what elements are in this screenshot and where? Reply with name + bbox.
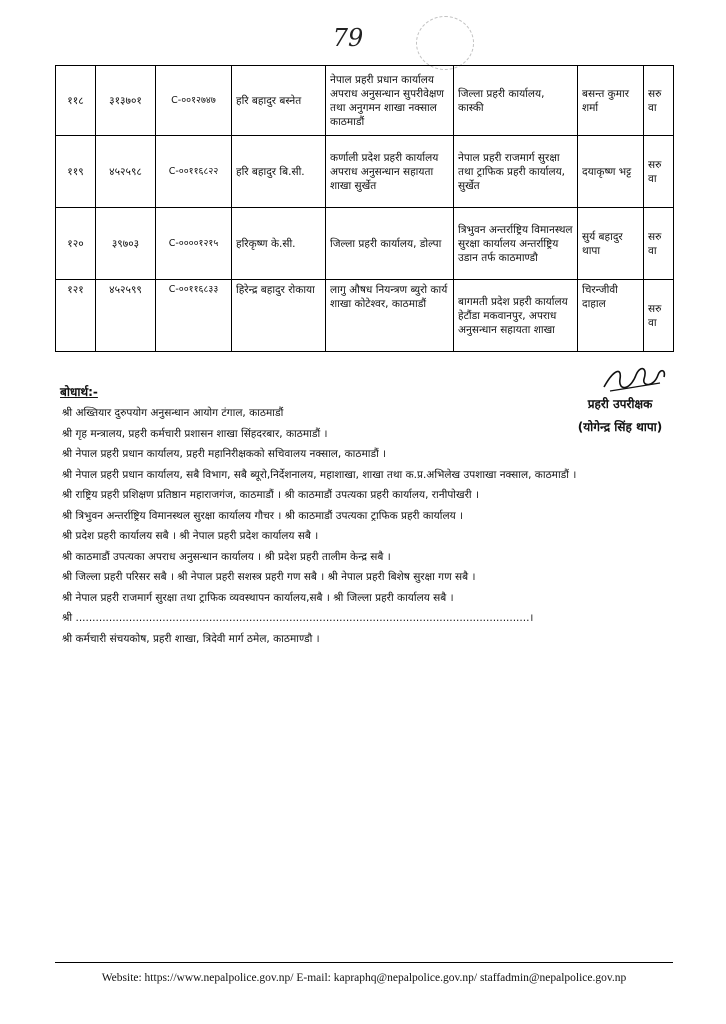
remark-cell: सरुवा: [644, 66, 674, 136]
to-office-cell: नेपाल प्रहरी राजमार्ग सुरक्षा तथा ट्राफिक प्रहरी कार्यालय, सुर्खेत: [454, 136, 578, 208]
employee-id-cell: ३९७०३: [96, 208, 156, 280]
decided-by-cell: सुर्य बहादुर थापा: [578, 208, 644, 280]
remark-cell: सरुवा: [644, 280, 674, 352]
serial-number-cell: ११८: [56, 66, 96, 136]
code-cell: C-००११६८२२: [156, 136, 232, 208]
employee-id-cell: ४५२५९८: [96, 136, 156, 208]
employee-id-cell: ४५२५९९: [96, 280, 156, 352]
cc-recipient: श्री काठमाडौं उपत्यका अपराध अनुसन्धान कार्यालय । श्री प्रदेश प्रहरी तालीम केन्द्र सबै ।: [62, 550, 391, 563]
table-row: [56, 136, 674, 208]
from-office-cell: लागु औषध नियन्त्रण ब्युरो कार्य शाखा कोटेश्वर, काठमाडौं: [326, 280, 454, 352]
serial-number-cell: १२१: [56, 280, 96, 352]
table-row: [56, 208, 674, 280]
from-office-cell: कर्णाली प्रदेश प्रहरी कार्यालय अपराध अनुसन्धान सहायता शाखा सुर्खेत: [326, 136, 454, 208]
page-number: 79: [332, 24, 364, 52]
cc-recipient: श्री नेपाल प्रहरी प्रधान कार्यालय, सबै विभाग, सबै ब्यूरो,निर्देशनालय, महाशाखा, शाखा तथा क.प्र.अभिलेख उपशाखा नक्साल, काठमाडौं ।: [62, 468, 577, 481]
cc-recipient: श्री राष्ट्रिय प्रहरी प्रशिक्षण प्रतिष्ठान महाराजगंज, काठमाडौं । श्री काठमाडौं उपत्यका प्रहरी कार्यालय, रानीपोखरी ।: [62, 489, 479, 501]
name-cell: हरि बहादुर बस्नेत: [232, 66, 326, 136]
remark-cell: सरुवा: [644, 208, 674, 280]
from-office-cell: जिल्ला प्रहरी कार्यालय, डोल्पा: [326, 208, 454, 280]
remark-cell: सरुवा: [644, 136, 674, 208]
transfer-table: [55, 65, 674, 352]
name-cell: हरि बहादुर बि.सी.: [232, 136, 326, 208]
employee-id-cell: ३१३७०१: [96, 66, 156, 136]
signatory-title: प्रहरी उपरीक्षक: [587, 397, 653, 411]
cc-recipient: श्री अख्तियार दुरुपयोग अनुसन्धान आयोग टंगाल, काठमाडौं: [62, 407, 284, 419]
cc-recipient: श्री जिल्ला प्रहरी परिसर सबै । श्री नेपाल प्रहरी सशस्त्र प्रहरी गण सबै । श्री नेपाल प्रहरी बिशेष सुरक्षा गण सबै ।: [62, 571, 476, 583]
to-office-cell: त्रिभुवन अन्तर्राष्ट्रिय विमानस्थल सुरक्षा कार्यालय अन्तर्राष्ट्रिय उडान तर्फ काठमाण्डौ: [454, 208, 578, 280]
serial-number-cell: १२०: [56, 208, 96, 280]
code-cell: C-००११६८३३: [156, 280, 232, 352]
footer-contact: Website: https://www.nepalpolice.gov.np/ E-mail: kapraphq@nepalpolice.gov.np/ staffadmin@nepalpolice.gov.np: [101, 972, 627, 984]
to-office-cell: जिल्ला प्रहरी कार्यालय, कास्की: [454, 66, 578, 136]
cc-recipient: श्री कर्मचारी संचयकोष, प्रहरी शाखा, त्रिदेवी मार्ग ठमेल, काठमाण्डौ ।: [62, 632, 320, 645]
signatory-name: (योगेन्द्र सिंह थापा): [577, 420, 663, 434]
code-cell: C-००००१२१५: [156, 208, 232, 280]
cc-recipient-list: [62, 403, 662, 649]
decided-by-cell: चिरन्जीवी दाहाल: [578, 280, 644, 352]
footer-divider: [55, 962, 673, 963]
cc-recipient: श्री गृह मन्त्रालय, प्रहरी कर्मचारी प्रशासन शाखा सिंहदरबार, काठमाडौं ।: [62, 427, 328, 440]
to-office-cell: बागमती प्रदेश प्रहरी कार्यालय हेटौंडा मकवानपुर, अपराध अनुसन्धान सहायता शाखा: [454, 280, 578, 352]
signature-scribble: [600, 361, 670, 395]
from-office-cell: नेपाल प्रहरी प्रधान कार्यालय अपराध अनुसन्धान सुपरीवेक्षण तथा अनुगमन शाखा नक्साल काठमाडौं: [326, 66, 454, 136]
cc-heading: बोधार्थ:-: [60, 385, 98, 399]
table-row: [56, 280, 674, 352]
cc-recipient: श्री नेपाल प्रहरी प्रधान कार्यालय, प्रहरी महानिरीक्षकको सचिवालय नक्साल, काठमाडौं ।: [62, 448, 387, 460]
cc-recipient: श्री प्रदेश प्रहरी कार्यालय सबै । श्री नेपाल प्रहरी प्रदेश कार्यालय सबै ।: [62, 530, 319, 542]
cc-recipient: श्री नेपाल प्रहरी राजमार्ग सुरक्षा तथा ट्राफिक व्यवस्थापन कार्यालय,सबै । श्री जिल्ला प्रहरी कार्यालय सबै ।: [62, 591, 454, 604]
decided-by-cell: दयाकृष्ण भट्ट: [578, 136, 644, 208]
cc-recipient: श्री त्रिभुवन अन्तर्राष्ट्रिय विमानस्थल सुरक्षा कार्यालय गौचर । श्री काठमाडौं उपत्यका ट्राफिक प्रहरी कार्यालय ।: [62, 509, 463, 522]
name-cell: हरिकृष्ण के.सी.: [232, 208, 326, 280]
code-cell: C-००१२७४७: [156, 66, 232, 136]
decided-by-cell: बसन्त कुमार शर्मा: [578, 66, 644, 136]
table-row: [56, 66, 674, 136]
name-cell: हिरेन्द्र बहादुर रोकाया: [232, 280, 326, 352]
office-stamp: [416, 16, 474, 70]
serial-number-cell: ११९: [56, 136, 96, 208]
cc-recipient: श्री ........................................................................................................................................।: [62, 612, 534, 624]
